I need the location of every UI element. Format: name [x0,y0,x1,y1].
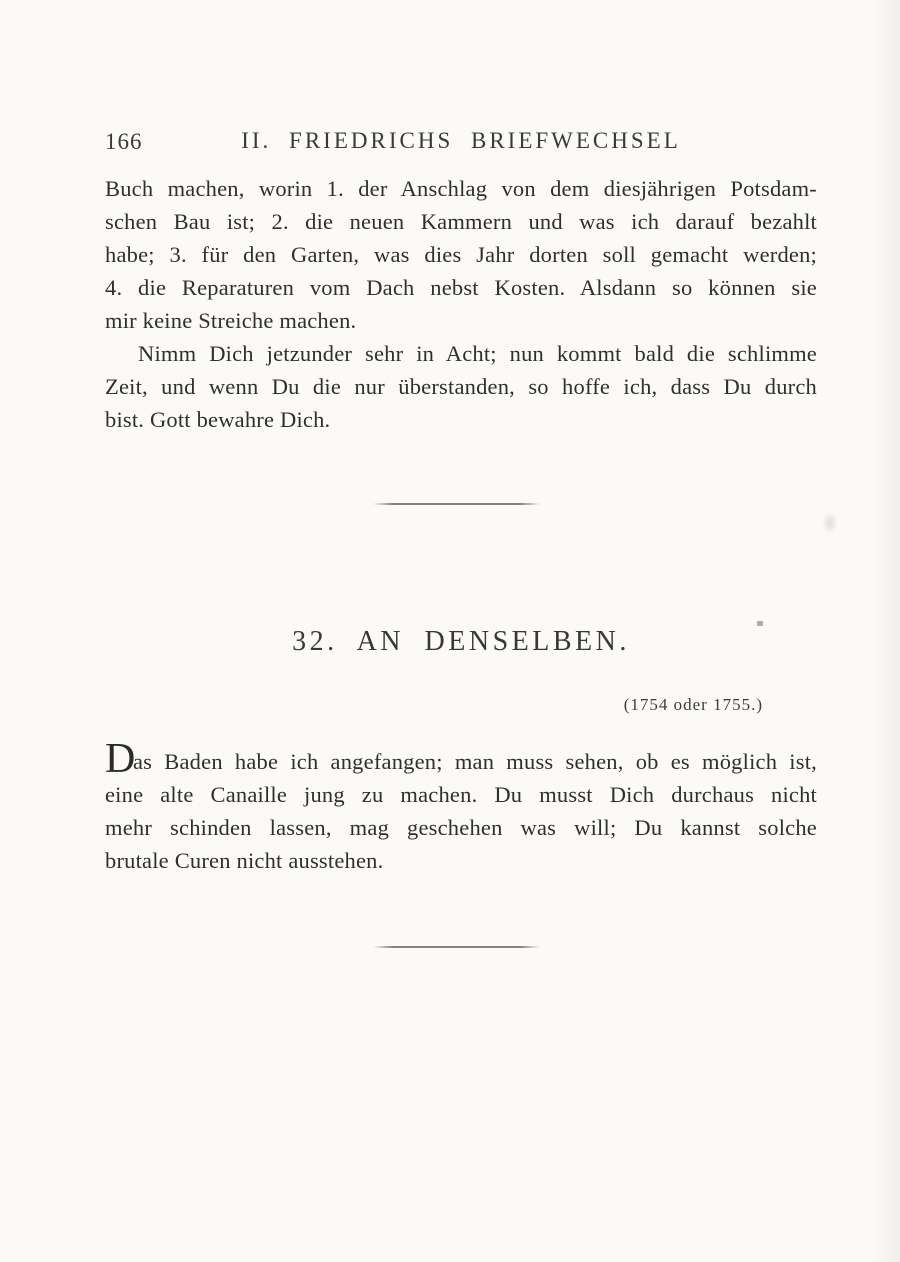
paragraph [105,337,817,436]
running-header [105,128,817,156]
page-number: 166 [105,129,143,154]
section-heading: 32. AN DENSELBEN. [292,626,630,657]
text-line: as Baden habe ich angefangen; man muss sehen, ob es möglich ist, [133,749,817,774]
paragraph [105,736,817,877]
text-line: mir keine Streiche machen. [105,308,357,333]
scan-speck [757,621,763,626]
running-header-title: II. FRIEDRICHS BRIEFWECHSEL [241,128,681,153]
paragraph [105,172,817,337]
section-divider [373,946,540,948]
text-line: mehr schinden lassen, mag geschehen was will; Du kannst solche [105,815,817,840]
text-line-with-initial [105,736,817,782]
text-line: eine alte Canaille jung zu machen. Du musst Dich durchaus nicht [105,782,817,807]
text-line: Buch machen, worin 1. der Anschlag von dem diesjährigen Potsdam- [105,176,817,201]
date-line: (1754 oder 1755.) [623,695,763,714]
text-line: Zeit, und wenn Du die nur überstanden, so hoffe ich, dass Du durch [105,374,817,399]
letter-32-body [105,736,817,877]
text-line: brutale Curen nicht ausstehen. [105,848,384,873]
section-divider [373,503,540,505]
text-line: schen Bau ist; 2. die neuen Kammern und was ich darauf bezahlt [105,209,817,234]
text-line: Nimm Dich jetzunder sehr in Acht; nun kommt bald die schlimme [138,341,817,366]
initial-capital: D [105,736,136,782]
letter-31-body [105,172,817,436]
text-line: bist. Gott bewahre Dich. [105,407,331,432]
text-line: 4. die Reparaturen vom Dach nebst Kosten. Alsdann so können sie [105,275,817,300]
scan-smudge [822,512,838,534]
text-line: habe; 3. für den Garten, was dies Jahr dorten soll gemacht werden; [105,242,817,267]
